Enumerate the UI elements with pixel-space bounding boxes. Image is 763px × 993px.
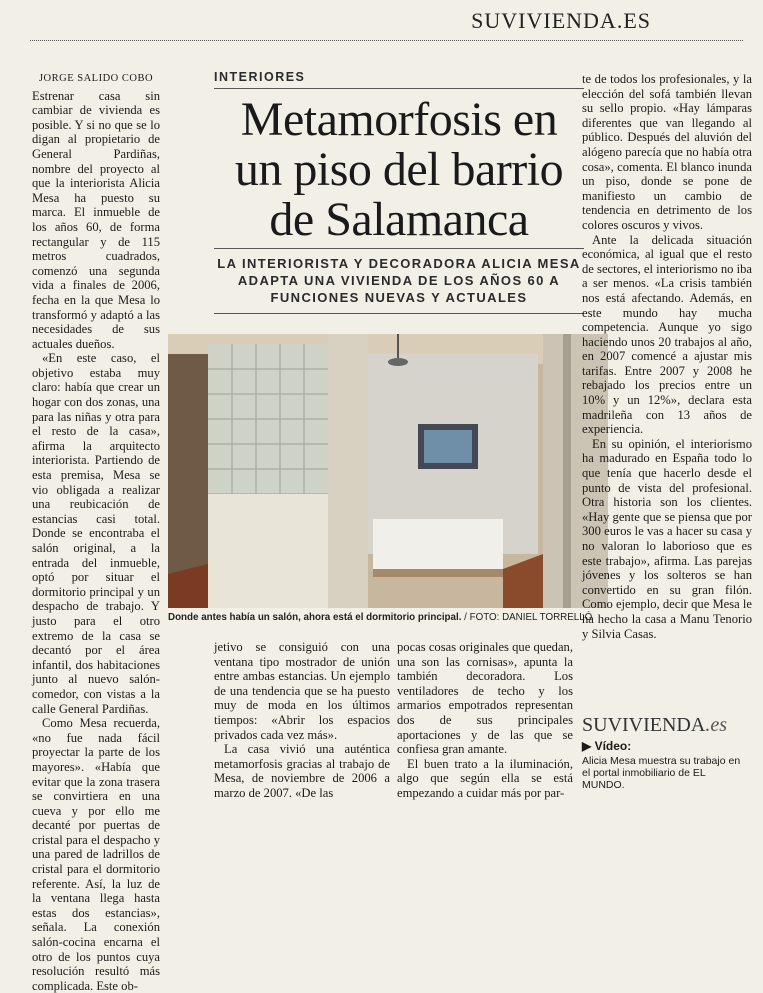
play-icon: ▶ bbox=[582, 739, 592, 753]
article-column-3 bbox=[397, 640, 573, 800]
caption-credit: / FOTO: DANIEL TORRELLÓ bbox=[464, 612, 593, 623]
promo-description: Alicia Mesa muestra su trabajo en el portal inmobiliario de EL MUNDO. bbox=[582, 755, 741, 791]
paragraph: El buen trato a la iluminación, algo que según ella se está empezando a cuidar más por par- bbox=[397, 756, 573, 800]
promo-logo-main: SUVIVIENDA bbox=[582, 714, 706, 736]
article-column-1 bbox=[32, 72, 160, 993]
kicker-rule bbox=[214, 88, 584, 89]
masthead-divider bbox=[30, 40, 743, 41]
headline: Metamorfosis en un piso del barrio de Salamanca bbox=[234, 93, 564, 246]
masthead bbox=[0, 0, 763, 40]
subhead-rule-bottom bbox=[214, 313, 584, 314]
section-kicker: INTERIORES bbox=[214, 70, 306, 84]
paragraph: Ante la delicada situación económica, al igual que el resto de sectores, el interiorismo no iba a ser menos. «La crisis también nos está afectando. Además, en este mundo hay mucha competencia. Aunque yo sigo haciendo unos 20 trabajos al año, en 2007 comencé a ajustar mis tarifas. Entre 2007 y 2008 he rebajado los precios entre un 10% y un 12%», declara esta madrileña con 13 años de experiencia. bbox=[582, 232, 752, 437]
paragraph: pocas cosas originales que quedan, una son las cornisas», apunta la también decoradora. Los ventiladores de techo y los armarios empotrados representan dos de sus principales aportaciones y de las que se confiesa gran amante. bbox=[397, 640, 573, 757]
article-column-4 bbox=[582, 72, 752, 712]
paragraph: te de todos los profesionales, y la elección del sofá también llevan su sello propio. «Hay lámparas diferentes que van llegando al público. Después del aluvión del alógeno parecía que no había otra cosa», comenta. El blanco inunda un piso, donde se pone de manifiesto un cambio de tendencia en detrimento de los colores oscuros y vivos. bbox=[582, 72, 752, 232]
paragraph: «En este caso, el objetivo estaba muy claro: había que crear un hogar con dos zonas, una para las niñas y otra para el resto de la casa», afirma la arquitecto interiorista. Partiendo de esta premisa, Mesa se vio obligada a realizar una reubicación de estancias casi total. Donde se encontraba el salón original, a la entrada del inmueble, optó por situar el dormitorio principal y un despacho de trabajo. Y justo para el otro extremo de la casa se decantó por el área infantil, dos habitaciones junto al nuevo salón-comedor, con vistas a la calle General Pardiñas. bbox=[32, 351, 160, 716]
photo-caption bbox=[168, 612, 608, 623]
bedroom-photo bbox=[168, 334, 608, 608]
paragraph: Como Mesa recuerda, «no fue nada fácil proyectar la parte de los mayores». «Había que evitar que la zona trasera se convirtiera en una cueva y por ello me decanté por puertas de cristal para el despacho y una pared de ladrillos de cristal para el dormitorio referente. Así, la luz de la ventana llega hasta estas dos estancias», señala. La conexión salón-cocina encarna el otro de los puntos cuya resolución resultó más complicada. Este ob- bbox=[32, 716, 160, 993]
bedroom-illustration bbox=[168, 334, 608, 608]
paragraph: La casa vivió una auténtica metamorfosis gracias al trabajo de Mesa, de noviembre de 2006 a marzo de 2007. «De las bbox=[214, 742, 390, 800]
paragraph: En su opinión, el interiorismo ha madurado en España todo lo que tenía que hacerlo desde el punto de vista del profesional. Otra historia son los clientes. «Hay gente que se piensa que por 300 euros le vas a hacer su casa y no valoran lo laborioso que es este trabajo», afirma. Las parejas jóvenes y los solteros se han convertido en su gran filón. Como ejemplo, decir que Mesa le ha hecho la casa a Manu Tenorio y Silvia Casas. bbox=[582, 436, 752, 641]
video-label-row bbox=[582, 739, 750, 753]
promo-logo bbox=[582, 714, 750, 737]
subhead-rule bbox=[214, 248, 584, 249]
paragraph: jetivo se consiguió con una ventana tipo mostrador de unión entre ambas estancias. Un ejemplo de una tendencia que se ha puesto muy de moda en los últimos tiempos: «Abrir los espacios privados cada vez más». bbox=[214, 640, 390, 742]
masthead-brand: SUVIVIENDA.ES bbox=[471, 8, 651, 33]
video-promo[interactable] bbox=[582, 714, 750, 798]
caption-text: Donde antes había un salón, ahora está el dormitorio principal. bbox=[168, 612, 462, 623]
subhead: LA INTERIORISTA Y DECORADORA ALICIA MESA ADAPTA UNA VIVIENDA DE LOS AÑOS 60 A FUNCIONES NUEVAS Y ACTUALES bbox=[217, 256, 581, 305]
article-column-2 bbox=[214, 640, 390, 800]
promo-logo-suffix: .es bbox=[705, 714, 727, 736]
byline: JORGE SALIDO COBO bbox=[38, 73, 154, 84]
video-label: Vídeo: bbox=[594, 739, 632, 753]
paragraph: Estrenar casa sin cambiar de vivienda es posible. Y si no que se lo digan al propietario de General Pardiñas, nombre del proyecto al que la interiorista Alicia Mesa ha puesto su marca. El inmueble de los años 60, de forma rectangular y de 115 metros cuadrados, comenzó una segunda vida a finales de 2006, fecha en la que Mesa lo transformó y adaptó a las necesidades de sus actuales dueños. bbox=[32, 88, 160, 351]
